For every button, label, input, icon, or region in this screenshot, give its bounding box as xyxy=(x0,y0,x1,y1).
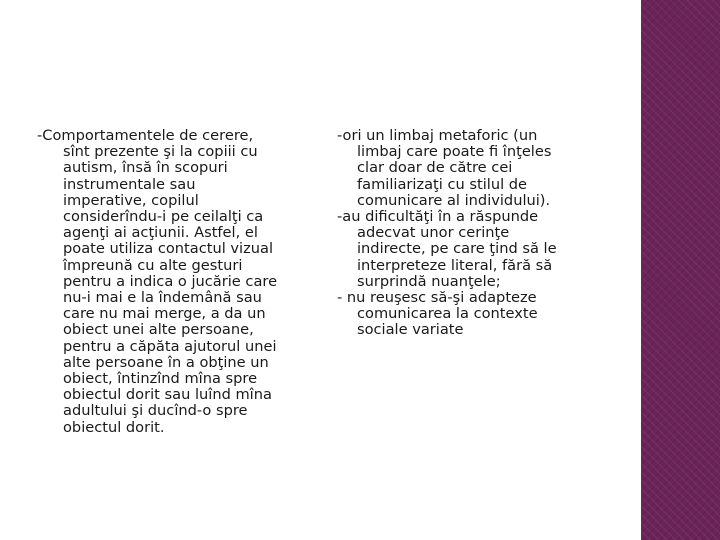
decorative-sidebar xyxy=(641,0,720,540)
right-item-1: -ori un limbaj metaforic (un limbaj care poate fi înţeles clar doar de către cei familiarizaţi cu stilul de comunicare al individului). xyxy=(337,127,552,209)
left-paragraph: -Comportamentele de cerere, sînt prezente şi la copiii cu autism, însă în scopuri instrumentale sau imperative, copilul considerîndu-i pe ceilalţi ca agenţi ai acţiunii. Astfel, el poate utiliza contactul vizual împreună cu alte gesturi pentru a indica o jucărie care nu-i mai e la îndemână sau care nu mai merge, a da un obiect unei alte persoane, pentru a căpăta ajutorul unei alte persoane în a obţine un obiect, întinzînd mîna spre obiectul dorit sau luînd mîna adultului şi ducînd-o spre obiectul dorit. xyxy=(37,127,278,436)
right-text-column xyxy=(337,128,607,339)
right-item-3: - nu reuşesc să-şi adapteze comunicarea la contexte sociale variate xyxy=(337,289,538,339)
left-text-column xyxy=(37,128,317,436)
right-item-2: -au dificultăţi în a răspunde adecvat unor cerinţe indirecte, pe care ţind să le interpreteze literal, fără să surprindă nuanţele; xyxy=(337,208,557,290)
